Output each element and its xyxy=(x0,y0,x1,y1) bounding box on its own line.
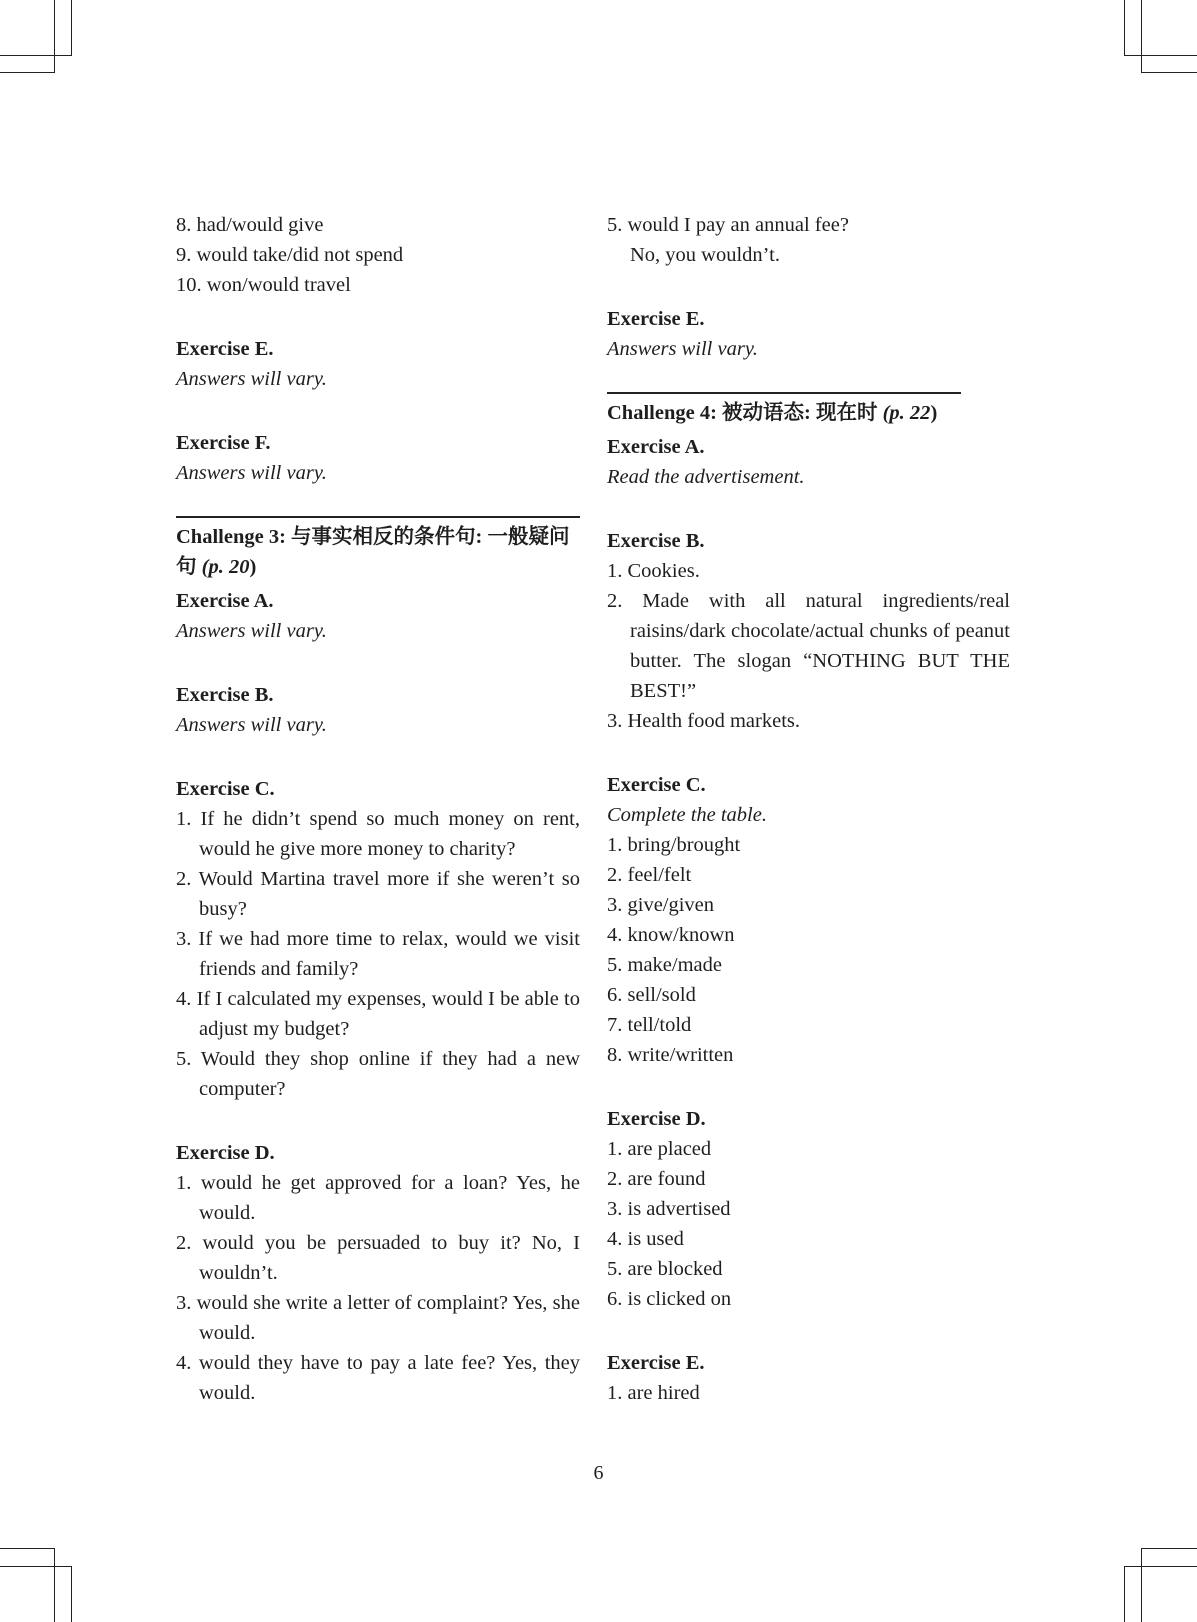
section-divider xyxy=(176,516,580,518)
answer-item: 5. Would they shop online if they had a new computer? xyxy=(176,1048,580,1100)
challenge-heading xyxy=(176,522,580,582)
answer-item: 3. Health food markets. xyxy=(607,710,800,732)
answer-item: 8. write/written xyxy=(607,1044,734,1066)
answer-item: 8. had/would give xyxy=(176,214,324,236)
section-divider xyxy=(607,392,961,394)
answer-item: 4. If I calculated my expenses, would I be able to adjust my budget? xyxy=(176,988,580,1040)
exercise-title: Exercise A. xyxy=(607,436,705,458)
exercise-f-section xyxy=(176,428,580,488)
answer-item: 2. are found xyxy=(607,1168,706,1190)
exercise-answer: Answers will vary. xyxy=(176,620,327,642)
exercise-title: Exercise E. xyxy=(176,338,274,360)
exercise-title: Exercise B. xyxy=(176,684,274,706)
exercise-title: Exercise B. xyxy=(607,530,705,552)
exercise-answer: Answers will vary. xyxy=(176,714,327,736)
answer-item: 4. would they have to pay a late fee? Yes, they would. xyxy=(176,1352,580,1404)
challenge-label: Challenge 3: xyxy=(176,526,286,548)
answer-item: 5. make/made xyxy=(607,954,722,976)
exercise-answer: Answers will vary. xyxy=(607,338,758,360)
answer-item: 5. would I pay an annual fee? xyxy=(607,214,849,236)
exercise-title: Exercise F. xyxy=(176,432,271,454)
continued-answers xyxy=(607,210,1010,270)
exercise-e-section xyxy=(607,304,1010,364)
answer-item: 2. would you be persuaded to buy it? No, I wouldn’t. xyxy=(176,1232,580,1284)
answer-item: 1. would he get approved for a loan? Yes, he would. xyxy=(176,1172,580,1224)
exercise-title: Exercise E. xyxy=(607,1352,705,1374)
answer-item: 9. would take/did not spend xyxy=(176,244,404,266)
answer-item: 4. know/known xyxy=(607,924,735,946)
right-column xyxy=(607,210,1010,1408)
exercise-c-section xyxy=(607,770,1010,1070)
challenge-page-ref: (p. 22 xyxy=(882,402,931,424)
exercise-title: Exercise C. xyxy=(176,778,275,800)
exercise-answer: Answers will vary. xyxy=(176,368,327,390)
answer-item: 6. sell/sold xyxy=(607,984,696,1006)
challenge-paren: ) xyxy=(249,556,257,578)
challenge-topic: 被动语态: 现在时 xyxy=(716,402,883,424)
exercise-a-section xyxy=(607,432,1010,492)
challenge-heading xyxy=(607,398,1010,428)
answer-item: 2. Would Martina travel more if she weren’t so busy? xyxy=(176,868,580,920)
exercise-d-section xyxy=(176,1138,580,1408)
challenge-page-ref: (p. 20 xyxy=(201,556,250,578)
page-number: 6 xyxy=(593,1462,604,1484)
left-column xyxy=(176,210,580,1408)
answer-item: 3. If we had more time to relax, would we visit friends and family? xyxy=(176,928,580,980)
answer-item: 1. bring/brought xyxy=(607,834,741,856)
exercise-a-section xyxy=(176,586,580,646)
exercise-d-section xyxy=(607,1104,1010,1314)
answer-item: 1. Cookies. xyxy=(607,560,700,582)
answer-item-continuation: No, you wouldn’t. xyxy=(630,244,780,266)
answer-item: 2. feel/felt xyxy=(607,864,692,886)
answer-item: 1. If he didn’t spend so much money on rent, would he give more money to charity? xyxy=(176,808,580,860)
challenge-topic: 与事实相反的条件句: 一般疑问句 xyxy=(176,526,570,578)
answer-item: 4. is used xyxy=(607,1228,684,1250)
answer-item: 1. are placed xyxy=(607,1138,712,1160)
answer-item: 3. would she write a letter of complaint? Yes, she would. xyxy=(176,1292,580,1344)
exercise-c-section xyxy=(176,774,580,1104)
exercise-b-section xyxy=(176,680,580,740)
answer-item: 6. is clicked on xyxy=(607,1288,732,1310)
answer-item: 2. Made with all natural ingredients/real raisins/dark chocolate/actual chunks of peanut butter. The slogan “NOTHING BUT THE BEST!” xyxy=(607,590,1010,702)
exercise-e-section xyxy=(176,334,580,394)
exercise-title: Exercise D. xyxy=(176,1142,275,1164)
exercise-instruction: Complete the table. xyxy=(607,804,767,826)
exercise-title: Exercise E. xyxy=(607,308,705,330)
answer-item: 10. won/would travel xyxy=(176,274,351,296)
exercise-title: Exercise D. xyxy=(607,1108,706,1130)
continued-answers xyxy=(176,210,580,300)
exercise-instruction: Read the advertisement. xyxy=(607,466,805,488)
answer-item: 7. tell/told xyxy=(607,1014,692,1036)
exercise-title: Exercise A. xyxy=(176,590,274,612)
exercise-title: Exercise C. xyxy=(607,774,706,796)
exercise-answer: Answers will vary. xyxy=(176,462,327,484)
exercise-e2-section xyxy=(607,1348,1010,1408)
answer-item: 1. are hired xyxy=(607,1382,700,1404)
answer-item: 3. give/given xyxy=(607,894,715,916)
answer-item: 5. are blocked xyxy=(607,1258,723,1280)
challenge-label: Challenge 4: xyxy=(607,402,717,424)
challenge-paren: ) xyxy=(930,402,938,424)
answer-item: 3. is advertised xyxy=(607,1198,731,1220)
exercise-b-section xyxy=(607,526,1010,736)
